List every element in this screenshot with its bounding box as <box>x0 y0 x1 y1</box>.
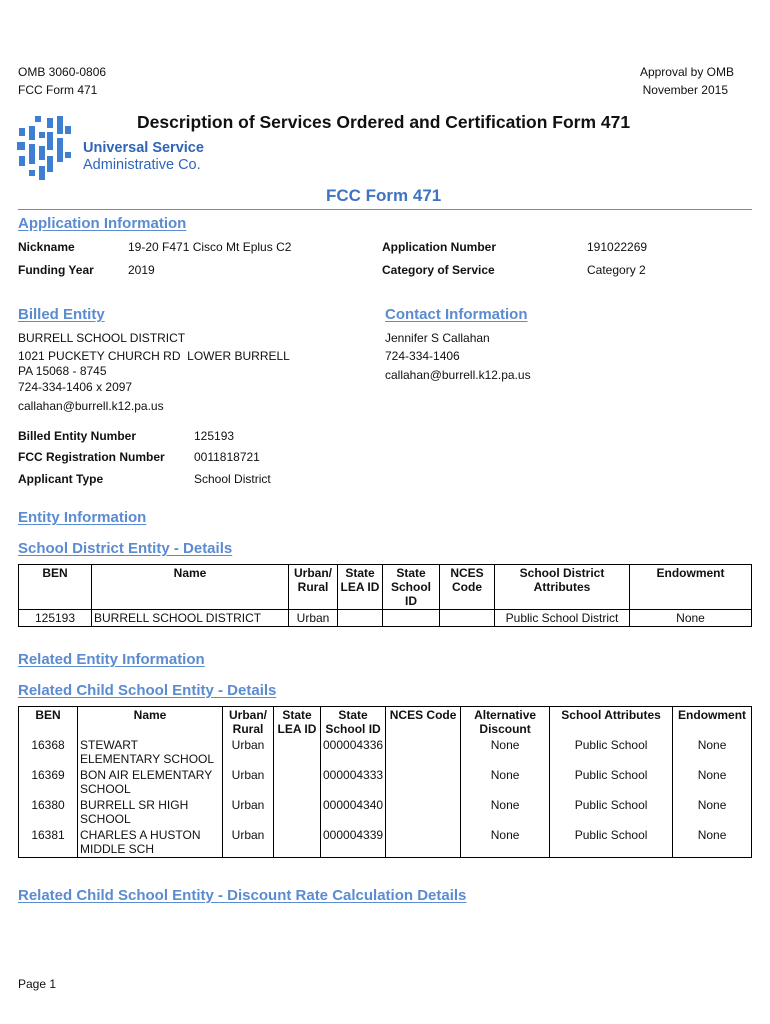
col-nces-code: NCES Code <box>386 707 461 738</box>
app-number-value: 191022269 <box>587 240 648 254</box>
cell-name: STEWART ELEMENTARY SCHOOL <box>78 737 223 767</box>
col-state-lea-id: State LEA ID <box>338 565 383 610</box>
table-row <box>19 797 752 827</box>
cell-sid: 000004339 <box>321 827 386 858</box>
cell-attr: Public School <box>550 797 673 827</box>
col-ben: BEN <box>19 707 78 738</box>
form-title: FCC Form 471 <box>326 186 442 205</box>
billed-entity-name: BURRELL SCHOOL DISTRICT <box>18 331 186 345</box>
col-endowment: Endowment <box>673 707 752 738</box>
app-number-label: Application Number <box>382 240 497 254</box>
applicant-type-label: Applicant Type <box>18 472 104 486</box>
cell-lea <box>274 767 321 797</box>
cell-ben: 16380 <box>19 797 78 827</box>
cell-alt: None <box>461 767 550 797</box>
table-row <box>19 827 752 858</box>
cell-sid: 000004336 <box>321 737 386 767</box>
cell-urban: Urban <box>223 827 274 858</box>
cell-name: BURRELL SR HIGH SCHOOL <box>78 797 223 827</box>
contact-phone: 724-334-1406 <box>385 349 460 363</box>
page-title: Description of Services Ordered and Certification Form 471 <box>137 112 631 132</box>
usac-logo-text <box>83 140 204 174</box>
form-number: FCC Form 471 <box>18 83 98 97</box>
child-entity-table <box>18 706 752 858</box>
funding-year-value: 2019 <box>128 263 155 277</box>
col-endowment: Endowment <box>630 565 752 610</box>
cell-sid: 000004340 <box>321 797 386 827</box>
cell-ben: 16368 <box>19 737 78 767</box>
nickname-value: 19-20 F471 Cisco Mt Eplus C2 <box>128 240 292 254</box>
cell-nces <box>386 827 461 858</box>
billed-address-line1: 1021 PUCKETY CHURCH RD LOWER BURRELL <box>18 349 290 363</box>
cell-name: BON AIR ELEMENTARY SCHOOL <box>78 767 223 797</box>
child-entity-heading: Related Child School Entity - Details <box>18 682 277 699</box>
cell-ben: 125193 <box>19 610 92 627</box>
cell-nces <box>386 767 461 797</box>
approval-date: November 2015 <box>642 83 728 97</box>
col-ben: BEN <box>19 565 92 610</box>
col-name: Name <box>92 565 289 610</box>
col-state-lea-id: State LEA ID <box>274 707 321 738</box>
discount-rate-heading: Related Child School Entity - Discount Rate Calculation Details <box>18 887 467 904</box>
col-urban-rural: Urban/ Rural <box>289 565 338 610</box>
entity-info-heading: Entity Information <box>18 509 147 526</box>
cell-lea <box>338 610 383 627</box>
cell-nces <box>386 797 461 827</box>
application-heading: Application Information <box>18 215 187 232</box>
cell-endow: None <box>630 610 752 627</box>
col-state-school-id: State School ID <box>321 707 386 738</box>
cell-attr: Public School <box>550 767 673 797</box>
cell-name: BURRELL SCHOOL DISTRICT <box>92 610 289 627</box>
omb-number: OMB 3060-0806 <box>18 65 107 79</box>
usac-logo-icon <box>17 116 73 182</box>
ben-label: Billed Entity Number <box>18 429 137 443</box>
cell-endow: None <box>673 827 752 858</box>
cell-ben: 16381 <box>19 827 78 858</box>
cell-sid <box>383 610 440 627</box>
col-state-school-id: State School ID <box>383 565 440 610</box>
fcc-reg-label: FCC Registration Number <box>18 450 165 464</box>
table-header-row <box>19 565 752 610</box>
funding-year-label: Funding Year <box>18 263 94 277</box>
billed-email: callahan@burrell.k12.pa.us <box>18 399 164 413</box>
col-nces-code: NCES Code <box>440 565 495 610</box>
category-value: Category 2 <box>587 263 646 277</box>
col-district-attributes: School District Attributes <box>495 565 630 610</box>
nickname-label: Nickname <box>18 240 75 254</box>
table-header-row <box>19 707 752 738</box>
cell-endow: None <box>673 767 752 797</box>
col-alt-discount: Alternative Discount <box>461 707 550 738</box>
approval-text: Approval by OMB <box>639 65 734 79</box>
cell-nces <box>386 737 461 767</box>
related-entity-heading: Related Entity Information <box>18 651 205 668</box>
cell-ben: 16369 <box>19 767 78 797</box>
cell-urban: Urban <box>289 610 338 627</box>
district-entity-heading: School District Entity - Details <box>18 540 233 557</box>
page-number: Page 1 <box>18 977 57 991</box>
cell-alt: None <box>461 737 550 767</box>
category-label: Category of Service <box>382 263 495 277</box>
logo-line1: Universal Service <box>83 140 204 156</box>
cell-alt: None <box>461 797 550 827</box>
col-urban-rural: Urban/ Rural <box>223 707 274 738</box>
cell-attr: Public School <box>550 737 673 767</box>
fcc-reg-value: 0011818721 <box>194 450 260 464</box>
cell-lea <box>274 737 321 767</box>
cell-lea <box>274 827 321 858</box>
cell-attr: Public School District <box>495 610 630 627</box>
ben-value: 125193 <box>194 429 235 443</box>
cell-alt: None <box>461 827 550 858</box>
cell-lea <box>274 797 321 827</box>
table-row <box>19 737 752 767</box>
table-row <box>19 767 752 797</box>
cell-urban: Urban <box>223 767 274 797</box>
district-entity-table <box>18 564 752 627</box>
cell-attr: Public School <box>550 827 673 858</box>
billed-address-line2: PA 15068 - 8745 <box>18 364 107 378</box>
cell-endow: None <box>673 737 752 767</box>
col-school-attributes: School Attributes <box>550 707 673 738</box>
cell-urban: Urban <box>223 797 274 827</box>
applicant-type-value: School District <box>194 472 271 486</box>
billed-entity-heading: Billed Entity <box>18 306 105 323</box>
billed-phone: 724-334-1406 x 2097 <box>18 380 133 394</box>
divider <box>18 209 752 210</box>
logo-line2: Administrative Co. <box>83 157 201 173</box>
contact-email: callahan@burrell.k12.pa.us <box>385 368 531 382</box>
cell-urban: Urban <box>223 737 274 767</box>
cell-sid: 000004333 <box>321 767 386 797</box>
col-name: Name <box>78 707 223 738</box>
contact-heading: Contact Information <box>385 306 528 323</box>
cell-endow: None <box>673 797 752 827</box>
table-row <box>19 610 752 627</box>
cell-name: CHARLES A HUSTON MIDDLE SCH <box>78 827 223 858</box>
contact-name: Jennifer S Callahan <box>385 331 490 345</box>
cell-nces <box>440 610 495 627</box>
